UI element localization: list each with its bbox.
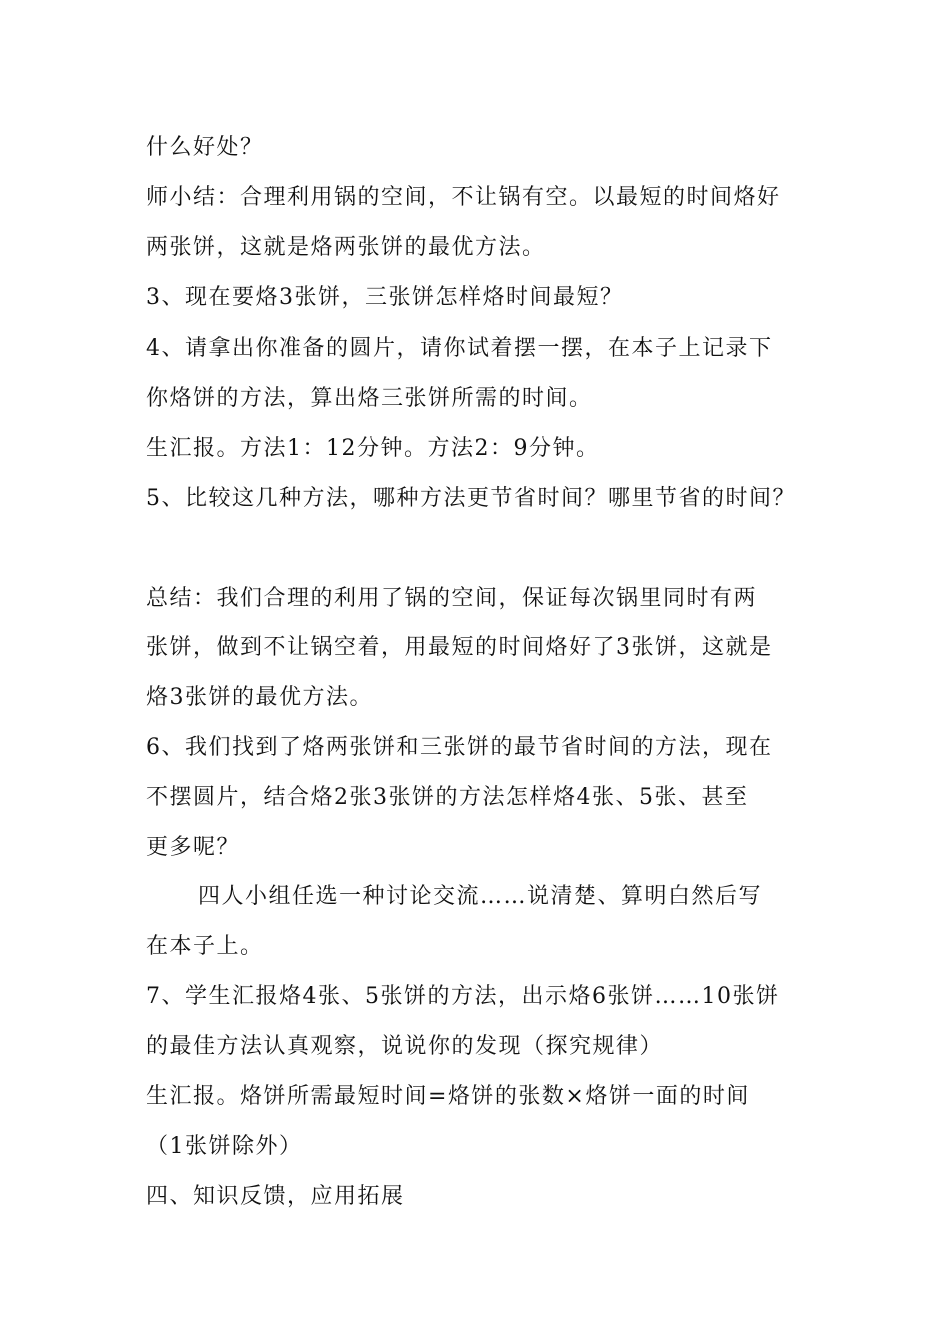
text-line: 7、学生汇报烙4张、5张饼的方法，出示烙6张饼……10张饼 [146, 984, 780, 1009]
text-line: 不摆圆片，结合烙2张3张饼的方法怎样烙4张、5张、甚至 [146, 785, 749, 810]
text-line: 你烙饼的方法，算出烙三张饼所需的时间。 [146, 386, 593, 411]
text-line: 在本子上。 [146, 934, 264, 959]
text-line: 总结：我们合理的利用了锅的空间，保证每次锅里同时有两 [146, 586, 758, 611]
text-line: 张饼，做到不让锅空着，用最短的时间烙好了3张饼，这就是 [146, 635, 773, 660]
text-line: 3、现在要烙3张饼，三张饼怎样烙时间最短？ [146, 285, 624, 310]
text-line: 更多呢？ [146, 835, 241, 860]
text-line: 什么好处？ [146, 135, 264, 160]
text-line: 4、请拿出你准备的圆片，请你试着摆一摆，在本子上记录下 [146, 336, 773, 361]
text-line: 四、知识反馈，应用拓展 [146, 1184, 405, 1209]
text-line: 师小结：合理利用锅的空间，不让锅有空。以最短的时间烙好 [146, 185, 781, 210]
text-line: 的最佳方法认真观察，说说你的发现（探究规律） [146, 1034, 664, 1059]
text-line-indented: 四人小组任选一种讨论交流……说清楚、算明白然后写 [198, 884, 763, 909]
text-line: 生汇报。烙饼所需最短时间=烙饼的张数×烙饼一面的时间 [146, 1084, 750, 1109]
text-line: 6、我们找到了烙两张饼和三张饼的最节省时间的方法，现在 [146, 735, 773, 760]
text-line: 烙3张饼的最优方法。 [146, 685, 373, 710]
text-line: （1张饼除外） [146, 1134, 303, 1159]
text-line: 两张饼，这就是烙两张饼的最优方法。 [146, 235, 546, 260]
text-line: 生汇报。方法1：12分钟。方法2：9分钟。 [146, 436, 600, 461]
text-line: 5、比较这几种方法，哪种方法更节省时间？哪里节省的时间？ [146, 486, 796, 511]
